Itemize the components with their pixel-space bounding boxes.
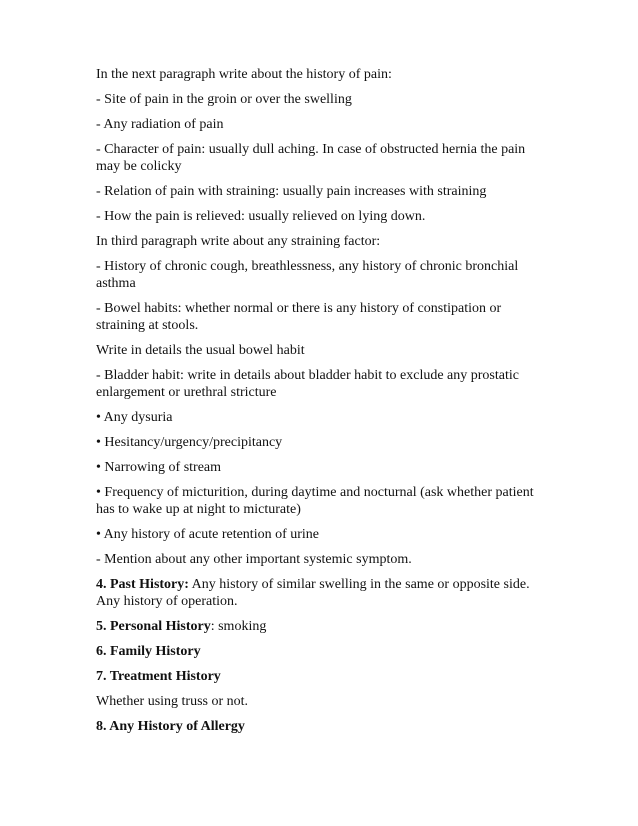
paragraph-relief: - How the pain is relieved: usually relieved on lying down. [96, 209, 426, 224]
bullet-dysuria: • Any dysuria [96, 410, 173, 425]
section-family-history [96, 643, 548, 660]
paragraph-bowel-habits: - Bowel habits: whether normal or there is any history of constipation or straining at stools. [96, 301, 502, 333]
paragraph-character: - Character of pain: usually dull aching. In case of obstructed hernia the pain may be colicky [96, 142, 526, 174]
past-history-heading: 4. Past History: [96, 577, 189, 592]
section-allergy-history [96, 718, 548, 735]
bullet-frequency: • Frequency of micturition, during daytime and nocturnal (ask whether patient has to wake up at night to micturate) [96, 485, 534, 517]
section-personal-history [96, 618, 548, 635]
section-past-history [96, 576, 548, 610]
bullet-narrowing: • Narrowing of stream [96, 460, 222, 475]
paragraph-systemic: - Mention about any other important systemic symptom. [96, 552, 412, 567]
personal-history-heading: 5. Personal History [96, 619, 211, 634]
section-treatment-history [96, 668, 548, 685]
document-body [96, 66, 548, 743]
paragraph-bladder-habit: - Bladder habit: write in details about bladder habit to exclude any prostatic enlargement or urethral stricture [96, 368, 519, 400]
paragraph-site-of-pain: - Site of pain in the groin or over the swelling [96, 92, 352, 107]
treatment-history-text: Whether using truss or not. [96, 694, 249, 709]
treatment-history-heading: 7. Treatment History [96, 669, 221, 684]
paragraph-bowel-details: Write in details the usual bowel habit [96, 343, 305, 358]
family-history-heading: 6. Family History [96, 644, 201, 659]
paragraph-straining-intro: In third paragraph write about any straining factor: [96, 234, 381, 249]
paragraph-relation-straining: - Relation of pain with straining: usually pain increases with straining [96, 184, 487, 199]
past-history-text: Any history of similar swelling in the same or opposite side. Any history of operation. [96, 577, 530, 609]
paragraph-radiation: - Any radiation of pain [96, 117, 224, 132]
paragraph-pain-intro: In the next paragraph write about the history of pain: [96, 67, 392, 82]
bullet-retention: • Any history of acute retention of urine [96, 527, 320, 542]
personal-history-text: : smoking [210, 619, 267, 634]
allergy-history-heading: 8. Any History of Allergy [96, 719, 245, 734]
paragraph-chronic-cough: - History of chronic cough, breathlessness, any history of chronic bronchial asthma [96, 259, 519, 291]
bullet-hesitancy: • Hesitancy/urgency/precipitancy [96, 435, 283, 450]
